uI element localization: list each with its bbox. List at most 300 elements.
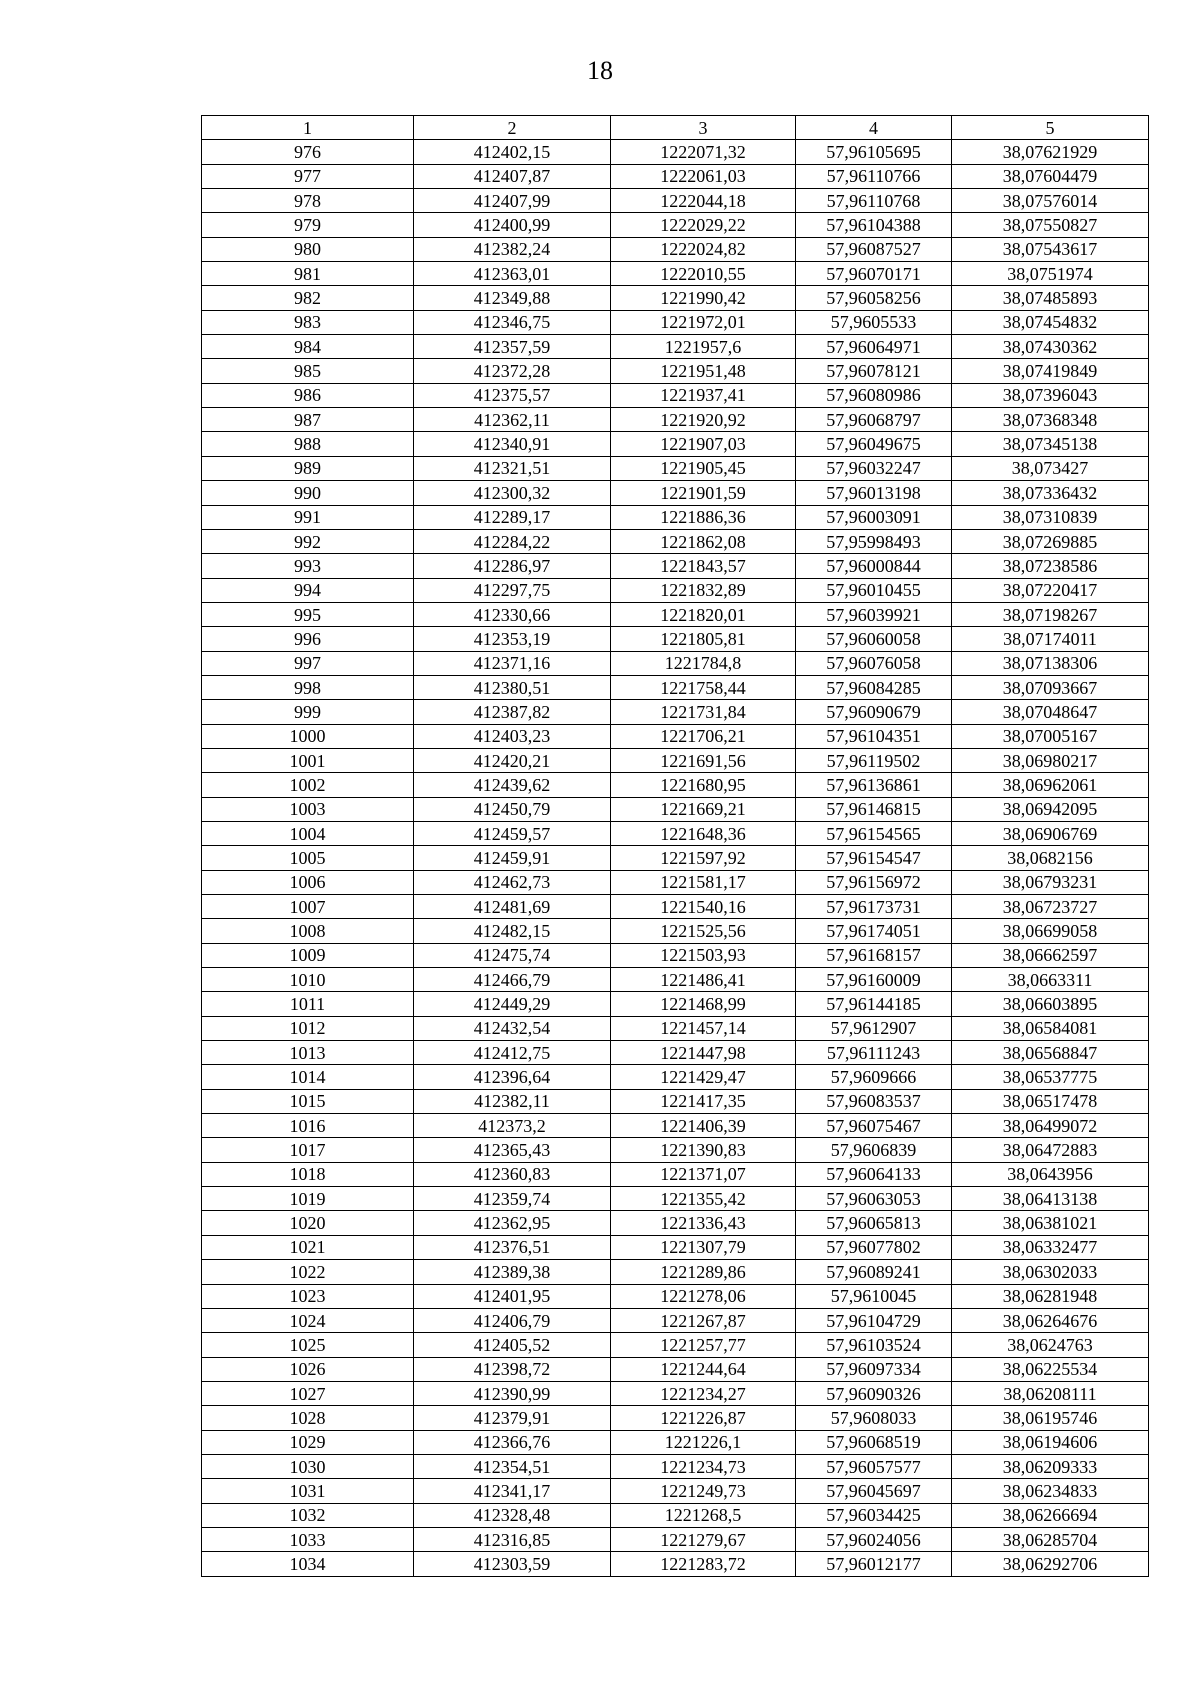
latitude-cell: 57,9605533: [796, 310, 952, 334]
latitude-cell: 57,96049675: [796, 432, 952, 456]
point-number-cell: 1020: [202, 1211, 414, 1235]
table-row: [202, 1065, 1149, 1089]
longitude-cell: 38,07310839: [952, 505, 1149, 529]
longitude-cell: 38,0643956: [952, 1162, 1149, 1186]
x-coordinate-cell: 412382,11: [414, 1089, 611, 1113]
latitude-cell: 57,96060058: [796, 627, 952, 651]
longitude-cell: 38,06195746: [952, 1406, 1149, 1430]
longitude-cell: 38,07419849: [952, 359, 1149, 383]
x-coordinate-cell: 412390,99: [414, 1381, 611, 1405]
x-coordinate-cell: 412382,24: [414, 237, 611, 261]
longitude-cell: 38,07238586: [952, 554, 1149, 578]
table-row: [202, 870, 1149, 894]
y-coordinate-cell: 1221862,08: [611, 529, 796, 553]
point-number-cell: 1031: [202, 1479, 414, 1503]
longitude-cell: 38,06281948: [952, 1284, 1149, 1308]
longitude-cell: 38,06584081: [952, 1016, 1149, 1040]
longitude-cell: 38,06603895: [952, 992, 1149, 1016]
x-coordinate-cell: 412341,17: [414, 1479, 611, 1503]
latitude-cell: 57,96110768: [796, 189, 952, 213]
x-coordinate-cell: 412328,48: [414, 1503, 611, 1527]
table-row: [202, 968, 1149, 992]
point-number-cell: 1002: [202, 773, 414, 797]
point-number-cell: 1028: [202, 1406, 414, 1430]
x-coordinate-cell: 412402,15: [414, 140, 611, 164]
y-coordinate-cell: 1221429,47: [611, 1065, 796, 1089]
point-number-cell: 1021: [202, 1235, 414, 1259]
y-coordinate-cell: 1221901,59: [611, 481, 796, 505]
x-coordinate-cell: 412389,38: [414, 1260, 611, 1284]
table-header: [202, 116, 1149, 140]
x-coordinate-cell: 412420,21: [414, 748, 611, 772]
table-row: [202, 237, 1149, 261]
y-coordinate-cell: 1221691,56: [611, 748, 796, 772]
table-row: [202, 140, 1149, 164]
point-number-cell: 1029: [202, 1430, 414, 1454]
table-row: [202, 1089, 1149, 1113]
latitude-cell: 57,96077802: [796, 1235, 952, 1259]
latitude-cell: 57,96097334: [796, 1357, 952, 1381]
table-row: [202, 1333, 1149, 1357]
x-coordinate-cell: 412398,72: [414, 1357, 611, 1381]
y-coordinate-cell: 1221447,98: [611, 1041, 796, 1065]
column-header-3: 3: [611, 116, 796, 140]
longitude-cell: 38,07621929: [952, 140, 1149, 164]
table-row: [202, 1138, 1149, 1162]
x-coordinate-cell: 412400,99: [414, 213, 611, 237]
table-row: [202, 1187, 1149, 1211]
table-row: [202, 286, 1149, 310]
point-number-cell: 1007: [202, 895, 414, 919]
page-number: 18: [587, 56, 613, 85]
latitude-cell: 57,96089241: [796, 1260, 952, 1284]
longitude-cell: 38,07005167: [952, 724, 1149, 748]
latitude-cell: 57,96104729: [796, 1308, 952, 1332]
longitude-cell: 38,07368348: [952, 408, 1149, 432]
y-coordinate-cell: 1221951,48: [611, 359, 796, 383]
latitude-cell: 57,96168157: [796, 943, 952, 967]
longitude-cell: 38,07174011: [952, 627, 1149, 651]
latitude-cell: 57,96087527: [796, 237, 952, 261]
longitude-cell: 38,07269885: [952, 529, 1149, 553]
point-number-cell: 979: [202, 213, 414, 237]
latitude-cell: 57,9609666: [796, 1065, 952, 1089]
latitude-cell: 57,96070171: [796, 262, 952, 286]
longitude-cell: 38,06517478: [952, 1089, 1149, 1113]
longitude-cell: 38,073427: [952, 456, 1149, 480]
y-coordinate-cell: 1221234,73: [611, 1454, 796, 1478]
y-coordinate-cell: 1221540,16: [611, 895, 796, 919]
latitude-cell: 57,96154565: [796, 821, 952, 845]
longitude-cell: 38,07093667: [952, 675, 1149, 699]
longitude-cell: 38,06194606: [952, 1430, 1149, 1454]
x-coordinate-cell: 412354,51: [414, 1454, 611, 1478]
table-row: [202, 213, 1149, 237]
latitude-cell: 57,96110766: [796, 164, 952, 188]
table-row: [202, 189, 1149, 213]
longitude-cell: 38,06906769: [952, 821, 1149, 845]
longitude-cell: 38,06264676: [952, 1308, 1149, 1332]
table-row: [202, 1162, 1149, 1186]
longitude-cell: 38,06962061: [952, 773, 1149, 797]
point-number-cell: 978: [202, 189, 414, 213]
latitude-cell: 57,96068797: [796, 408, 952, 432]
x-coordinate-cell: 412373,2: [414, 1114, 611, 1138]
longitude-cell: 38,06499072: [952, 1114, 1149, 1138]
y-coordinate-cell: 1221355,42: [611, 1187, 796, 1211]
table-row: [202, 895, 1149, 919]
table-row: [202, 1235, 1149, 1259]
y-coordinate-cell: 1221336,43: [611, 1211, 796, 1235]
point-number-cell: 1004: [202, 821, 414, 845]
x-coordinate-cell: 412387,82: [414, 700, 611, 724]
point-number-cell: 994: [202, 578, 414, 602]
point-number-cell: 1027: [202, 1381, 414, 1405]
latitude-cell: 57,96045697: [796, 1479, 952, 1503]
x-coordinate-cell: 412412,75: [414, 1041, 611, 1065]
longitude-cell: 38,06332477: [952, 1235, 1149, 1259]
point-number-cell: 986: [202, 383, 414, 407]
x-coordinate-cell: 412330,66: [414, 602, 611, 626]
x-coordinate-cell: 412407,99: [414, 189, 611, 213]
point-number-cell: 1034: [202, 1552, 414, 1576]
point-number-cell: 989: [202, 456, 414, 480]
table-row: [202, 748, 1149, 772]
table-row: [202, 1406, 1149, 1430]
table-row: [202, 1454, 1149, 1478]
x-coordinate-cell: 412403,23: [414, 724, 611, 748]
latitude-cell: 57,96136861: [796, 773, 952, 797]
point-number-cell: 976: [202, 140, 414, 164]
table-row: [202, 675, 1149, 699]
y-coordinate-cell: 1221820,01: [611, 602, 796, 626]
y-coordinate-cell: 1222071,32: [611, 140, 796, 164]
point-number-cell: 1022: [202, 1260, 414, 1284]
point-number-cell: 995: [202, 602, 414, 626]
longitude-cell: 38,07336432: [952, 481, 1149, 505]
y-coordinate-cell: 1221597,92: [611, 846, 796, 870]
point-number-cell: 1016: [202, 1114, 414, 1138]
latitude-cell: 57,96068519: [796, 1430, 952, 1454]
table-row: [202, 919, 1149, 943]
table-row: [202, 481, 1149, 505]
y-coordinate-cell: 1221525,56: [611, 919, 796, 943]
x-coordinate-cell: 412362,11: [414, 408, 611, 432]
x-coordinate-cell: 412371,16: [414, 651, 611, 675]
table-row: [202, 310, 1149, 334]
table-row: [202, 943, 1149, 967]
y-coordinate-cell: 1221680,95: [611, 773, 796, 797]
table-row: [202, 383, 1149, 407]
latitude-cell: 57,96111243: [796, 1041, 952, 1065]
x-coordinate-cell: 412406,79: [414, 1308, 611, 1332]
x-coordinate-cell: 412353,19: [414, 627, 611, 651]
y-coordinate-cell: 1221648,36: [611, 821, 796, 845]
x-coordinate-cell: 412284,22: [414, 529, 611, 553]
y-coordinate-cell: 1221268,5: [611, 1503, 796, 1527]
table-row: [202, 529, 1149, 553]
longitude-cell: 38,07485893: [952, 286, 1149, 310]
x-coordinate-cell: 412449,29: [414, 992, 611, 1016]
table-row: [202, 554, 1149, 578]
x-coordinate-cell: 412459,57: [414, 821, 611, 845]
latitude-cell: 57,96144185: [796, 992, 952, 1016]
x-coordinate-cell: 412482,15: [414, 919, 611, 943]
y-coordinate-cell: 1221406,39: [611, 1114, 796, 1138]
x-coordinate-cell: 412300,32: [414, 481, 611, 505]
y-coordinate-cell: 1221832,89: [611, 578, 796, 602]
latitude-cell: 57,96058256: [796, 286, 952, 310]
longitude-cell: 38,06234833: [952, 1479, 1149, 1503]
point-number-cell: 997: [202, 651, 414, 675]
longitude-cell: 38,06942095: [952, 797, 1149, 821]
table-row: [202, 335, 1149, 359]
point-number-cell: 1023: [202, 1284, 414, 1308]
y-coordinate-cell: 1221905,45: [611, 456, 796, 480]
y-coordinate-cell: 1222029,22: [611, 213, 796, 237]
table-row: [202, 724, 1149, 748]
latitude-cell: 57,96003091: [796, 505, 952, 529]
x-coordinate-cell: 412432,54: [414, 1016, 611, 1040]
table-row: [202, 1430, 1149, 1454]
x-coordinate-cell: 412297,75: [414, 578, 611, 602]
table-row: [202, 1503, 1149, 1527]
y-coordinate-cell: 1221843,57: [611, 554, 796, 578]
y-coordinate-cell: 1221307,79: [611, 1235, 796, 1259]
longitude-cell: 38,06209333: [952, 1454, 1149, 1478]
point-number-cell: 1009: [202, 943, 414, 967]
point-number-cell: 983: [202, 310, 414, 334]
y-coordinate-cell: 1221244,64: [611, 1357, 796, 1381]
longitude-cell: 38,07048647: [952, 700, 1149, 724]
point-number-cell: 1026: [202, 1357, 414, 1381]
y-coordinate-cell: 1221669,21: [611, 797, 796, 821]
x-coordinate-cell: 412379,91: [414, 1406, 611, 1430]
y-coordinate-cell: 1222010,55: [611, 262, 796, 286]
x-coordinate-cell: 412459,91: [414, 846, 611, 870]
longitude-cell: 38,06413138: [952, 1187, 1149, 1211]
y-coordinate-cell: 1221784,8: [611, 651, 796, 675]
column-header-5: 5: [952, 116, 1149, 140]
longitude-cell: 38,07345138: [952, 432, 1149, 456]
y-coordinate-cell: 1221278,06: [611, 1284, 796, 1308]
table-row: [202, 1308, 1149, 1332]
latitude-cell: 57,96013198: [796, 481, 952, 505]
longitude-cell: 38,06699058: [952, 919, 1149, 943]
latitude-cell: 57,96160009: [796, 968, 952, 992]
longitude-cell: 38,06292706: [952, 1552, 1149, 1576]
x-coordinate-cell: 412321,51: [414, 456, 611, 480]
latitude-cell: 57,95998493: [796, 529, 952, 553]
longitude-cell: 38,07198267: [952, 602, 1149, 626]
y-coordinate-cell: 1221706,21: [611, 724, 796, 748]
y-coordinate-cell: 1221907,03: [611, 432, 796, 456]
latitude-cell: 57,96010455: [796, 578, 952, 602]
latitude-cell: 57,96078121: [796, 359, 952, 383]
point-number-cell: 1017: [202, 1138, 414, 1162]
table-row: [202, 578, 1149, 602]
column-header-2: 2: [414, 116, 611, 140]
y-coordinate-cell: 1221371,07: [611, 1162, 796, 1186]
table-row: [202, 797, 1149, 821]
table-row: [202, 164, 1149, 188]
latitude-cell: 57,96083537: [796, 1089, 952, 1113]
point-number-cell: 977: [202, 164, 414, 188]
table-row: [202, 773, 1149, 797]
y-coordinate-cell: 1221581,17: [611, 870, 796, 894]
latitude-cell: 57,96090679: [796, 700, 952, 724]
latitude-cell: 57,96076058: [796, 651, 952, 675]
y-coordinate-cell: 1221249,73: [611, 1479, 796, 1503]
latitude-cell: 57,96039921: [796, 602, 952, 626]
y-coordinate-cell: 1221289,86: [611, 1260, 796, 1284]
x-coordinate-cell: 412340,91: [414, 432, 611, 456]
longitude-cell: 38,06793231: [952, 870, 1149, 894]
table-row: [202, 505, 1149, 529]
y-coordinate-cell: 1221990,42: [611, 286, 796, 310]
point-number-cell: 1014: [202, 1065, 414, 1089]
latitude-cell: 57,96075467: [796, 1114, 952, 1138]
latitude-cell: 57,96065813: [796, 1211, 952, 1235]
point-number-cell: 988: [202, 432, 414, 456]
table-row: [202, 700, 1149, 724]
point-number-cell: 1001: [202, 748, 414, 772]
point-number-cell: 991: [202, 505, 414, 529]
table-row: [202, 456, 1149, 480]
longitude-cell: 38,07220417: [952, 578, 1149, 602]
y-coordinate-cell: 1221468,99: [611, 992, 796, 1016]
latitude-cell: 57,96104351: [796, 724, 952, 748]
point-number-cell: 992: [202, 529, 414, 553]
x-coordinate-cell: 412316,85: [414, 1527, 611, 1551]
x-coordinate-cell: 412405,52: [414, 1333, 611, 1357]
table-row: [202, 1381, 1149, 1405]
table-row: [202, 359, 1149, 383]
latitude-cell: 57,96057577: [796, 1454, 952, 1478]
y-coordinate-cell: 1221267,87: [611, 1308, 796, 1332]
x-coordinate-cell: 412366,76: [414, 1430, 611, 1454]
table-row: [202, 1260, 1149, 1284]
latitude-cell: 57,96080986: [796, 383, 952, 407]
y-coordinate-cell: 1221486,41: [611, 968, 796, 992]
x-coordinate-cell: 412462,73: [414, 870, 611, 894]
x-coordinate-cell: 412396,64: [414, 1065, 611, 1089]
table-row: [202, 1041, 1149, 1065]
x-coordinate-cell: 412289,17: [414, 505, 611, 529]
point-number-cell: 996: [202, 627, 414, 651]
point-number-cell: 1006: [202, 870, 414, 894]
x-coordinate-cell: 412375,57: [414, 383, 611, 407]
longitude-cell: 38,06266694: [952, 1503, 1149, 1527]
point-number-cell: 1003: [202, 797, 414, 821]
y-coordinate-cell: 1222024,82: [611, 237, 796, 261]
longitude-cell: 38,06225534: [952, 1357, 1149, 1381]
longitude-cell: 38,0624763: [952, 1333, 1149, 1357]
x-coordinate-cell: 412450,79: [414, 797, 611, 821]
latitude-cell: 57,9610045: [796, 1284, 952, 1308]
x-coordinate-cell: 412372,28: [414, 359, 611, 383]
y-coordinate-cell: 1221920,92: [611, 408, 796, 432]
column-header-1: 1: [202, 116, 414, 140]
x-coordinate-cell: 412346,75: [414, 310, 611, 334]
x-coordinate-cell: 412363,01: [414, 262, 611, 286]
table-row: [202, 602, 1149, 626]
latitude-cell: 57,96105695: [796, 140, 952, 164]
x-coordinate-cell: 412481,69: [414, 895, 611, 919]
point-number-cell: 990: [202, 481, 414, 505]
latitude-cell: 57,96173731: [796, 895, 952, 919]
point-number-cell: 981: [202, 262, 414, 286]
table-row: [202, 432, 1149, 456]
longitude-cell: 38,07430362: [952, 335, 1149, 359]
longitude-cell: 38,0751974: [952, 262, 1149, 286]
y-coordinate-cell: 1221417,35: [611, 1089, 796, 1113]
column-header-4: 4: [796, 116, 952, 140]
longitude-cell: 38,06285704: [952, 1527, 1149, 1551]
x-coordinate-cell: 412303,59: [414, 1552, 611, 1576]
table-row: [202, 1552, 1149, 1576]
latitude-cell: 57,96012177: [796, 1552, 952, 1576]
table-row: [202, 1357, 1149, 1381]
longitude-cell: 38,07550827: [952, 213, 1149, 237]
point-number-cell: 1010: [202, 968, 414, 992]
point-number-cell: 1012: [202, 1016, 414, 1040]
latitude-cell: 57,96084285: [796, 675, 952, 699]
x-coordinate-cell: 412466,79: [414, 968, 611, 992]
longitude-cell: 38,06723727: [952, 895, 1149, 919]
point-number-cell: 1005: [202, 846, 414, 870]
y-coordinate-cell: 1221390,83: [611, 1138, 796, 1162]
table-body: [202, 140, 1149, 1576]
longitude-cell: 38,07138306: [952, 651, 1149, 675]
y-coordinate-cell: 1221758,44: [611, 675, 796, 699]
point-number-cell: 1033: [202, 1527, 414, 1551]
longitude-cell: 38,06537775: [952, 1065, 1149, 1089]
x-coordinate-cell: 412365,43: [414, 1138, 611, 1162]
latitude-cell: 57,96174051: [796, 919, 952, 943]
x-coordinate-cell: 412359,74: [414, 1187, 611, 1211]
y-coordinate-cell: 1221234,27: [611, 1381, 796, 1405]
x-coordinate-cell: 412407,87: [414, 164, 611, 188]
latitude-cell: 57,96154547: [796, 846, 952, 870]
y-coordinate-cell: 1221886,36: [611, 505, 796, 529]
longitude-cell: 38,0682156: [952, 846, 1149, 870]
longitude-cell: 38,06472883: [952, 1138, 1149, 1162]
table-row: [202, 651, 1149, 675]
table-row: [202, 1114, 1149, 1138]
table-row: [202, 408, 1149, 432]
x-coordinate-cell: 412380,51: [414, 675, 611, 699]
y-coordinate-cell: 1221226,1: [611, 1430, 796, 1454]
table-row: [202, 1527, 1149, 1551]
point-number-cell: 998: [202, 675, 414, 699]
point-number-cell: 982: [202, 286, 414, 310]
point-number-cell: 987: [202, 408, 414, 432]
latitude-cell: 57,96064971: [796, 335, 952, 359]
longitude-cell: 38,06568847: [952, 1041, 1149, 1065]
latitude-cell: 57,96119502: [796, 748, 952, 772]
x-coordinate-cell: 412362,95: [414, 1211, 611, 1235]
y-coordinate-cell: 1221457,14: [611, 1016, 796, 1040]
table-row: [202, 627, 1149, 651]
longitude-cell: 38,06302033: [952, 1260, 1149, 1284]
latitude-cell: 57,96146815: [796, 797, 952, 821]
latitude-cell: 57,96034425: [796, 1503, 952, 1527]
y-coordinate-cell: 1222061,03: [611, 164, 796, 188]
y-coordinate-cell: 1222044,18: [611, 189, 796, 213]
y-coordinate-cell: 1221972,01: [611, 310, 796, 334]
y-coordinate-cell: 1221937,41: [611, 383, 796, 407]
